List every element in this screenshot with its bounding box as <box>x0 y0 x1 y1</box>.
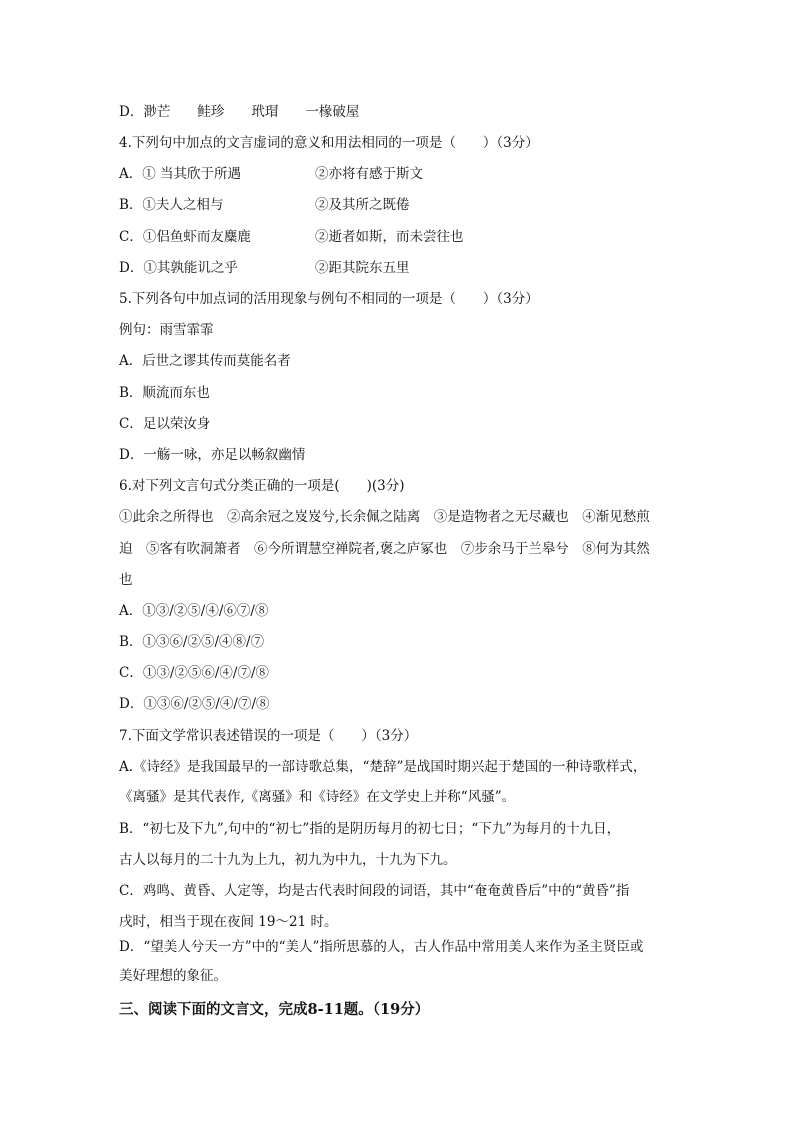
q5-option-a: A．后世之谬其传而莫能名者 <box>119 353 291 369</box>
q6-body-line1: ①此余之所得也 ②高余冠之岌岌兮,长余佩之陆离 ③是造物者之无尽藏也 ④渐见愁煎 <box>119 509 650 525</box>
q6-body-line2: 迫 ⑤客有吹洞箫者 ⑥今所谓慧空禅院者,褒之庐冢也 ⑦步余马于兰皋兮 ⑧何为其然 <box>119 541 650 557</box>
q4-option-d-part1: D．①其孰能讥之乎 <box>119 260 238 276</box>
q4-option-c-part2: ②逝者如斯，而未尝往也 <box>315 229 464 245</box>
q7-line-c2: 戌时，相当于现在夜间 19～21 时。 <box>119 914 338 930</box>
q4-option-c <box>119 227 464 247</box>
q7-line-d1: D．“望美人兮天一方”中的“美人”指所思慕的人，古人作品中常用美人来作为圣主贤臣或 <box>119 939 644 955</box>
q4-option-d <box>119 258 410 278</box>
q4-option-b <box>119 195 410 215</box>
q4-stem: 4.下列句中加点的文言虚词的意义和用法相同的一项是（ ）（3分） <box>119 135 539 151</box>
q4-option-a-part1: A．① 当其欣于所遇 <box>119 166 242 182</box>
q6-option-d: D．①③⑥/②⑤/④/⑦/⑧ <box>119 696 270 712</box>
q7-line-b2: 古人以每月的二十九为上九，初九为中九，十九为下九。 <box>119 852 457 868</box>
q5-stem: 5.下列各句中加点词的活用现象与例句不相同的一项是（ ）（3分） <box>119 291 539 307</box>
q4-option-d-part2: ②距其院东五里 <box>315 260 410 276</box>
q6-option-c: C．①③/②⑤⑥/④/⑦/⑧ <box>119 665 270 681</box>
q7-stem: 7.下面文学常识表述错误的一项是（ ）（3分） <box>119 728 418 744</box>
q7-line-a2: 《离骚》是其代表作,《离骚》和《诗经》在文学史上并称“风骚”。 <box>119 789 516 805</box>
q3-option-d: D．渺芒 鲑珍 玳瑁 一椽破屋 <box>119 104 360 120</box>
q7-line-c1: C．鸡鸣、黄昏、人定等，均是古代表时间段的词语，其中“奄奄黄昏后”中的“黄昏”指 <box>119 883 630 899</box>
q4-option-b-part1: B．①夫人之相与 <box>119 197 224 213</box>
q4-option-c-part1: C．①侣鱼虾而友麋鹿 <box>119 229 251 245</box>
q4-option-a-part2: ②亦将有感于斯文 <box>315 166 423 182</box>
q4-option-a <box>119 164 423 184</box>
q5-example: 例句：雨雪霏霏 <box>119 322 214 338</box>
q7-line-b1: B．“初七及下九”,句中的“初七”指的是阴历每月的初七日；“下九”为每月的十九日， <box>119 821 621 837</box>
q5-option-d: D．一觞一咏，亦足以畅叙幽情 <box>119 447 306 463</box>
section-3-heading: 三、阅读下面的文言文，完成8-11题。（19分） <box>119 1001 430 1018</box>
q6-option-a: A．①③/②⑤/④/⑥⑦/⑧ <box>119 603 269 619</box>
q6-option-b: B．①③⑥/②⑤/④⑧/⑦ <box>119 634 265 650</box>
q7-line-d2: 美好理想的象征。 <box>119 968 227 984</box>
q7-line-a1: A.《诗经》是我国最早的一部诗歌总集，“楚辞”是战国时期兴起于楚国的一种诗歌样式， <box>119 759 647 775</box>
q5-option-b: B．顺流而东也 <box>119 385 210 401</box>
q6-body-line3: 也 <box>119 572 133 588</box>
q6-stem: 6.对下列文言句式分类正确的一项是( )(3分) <box>119 478 405 494</box>
q5-option-c: C．足以荣汝身 <box>119 416 211 432</box>
q4-option-b-part2: ②及其所之既倦 <box>315 197 410 213</box>
